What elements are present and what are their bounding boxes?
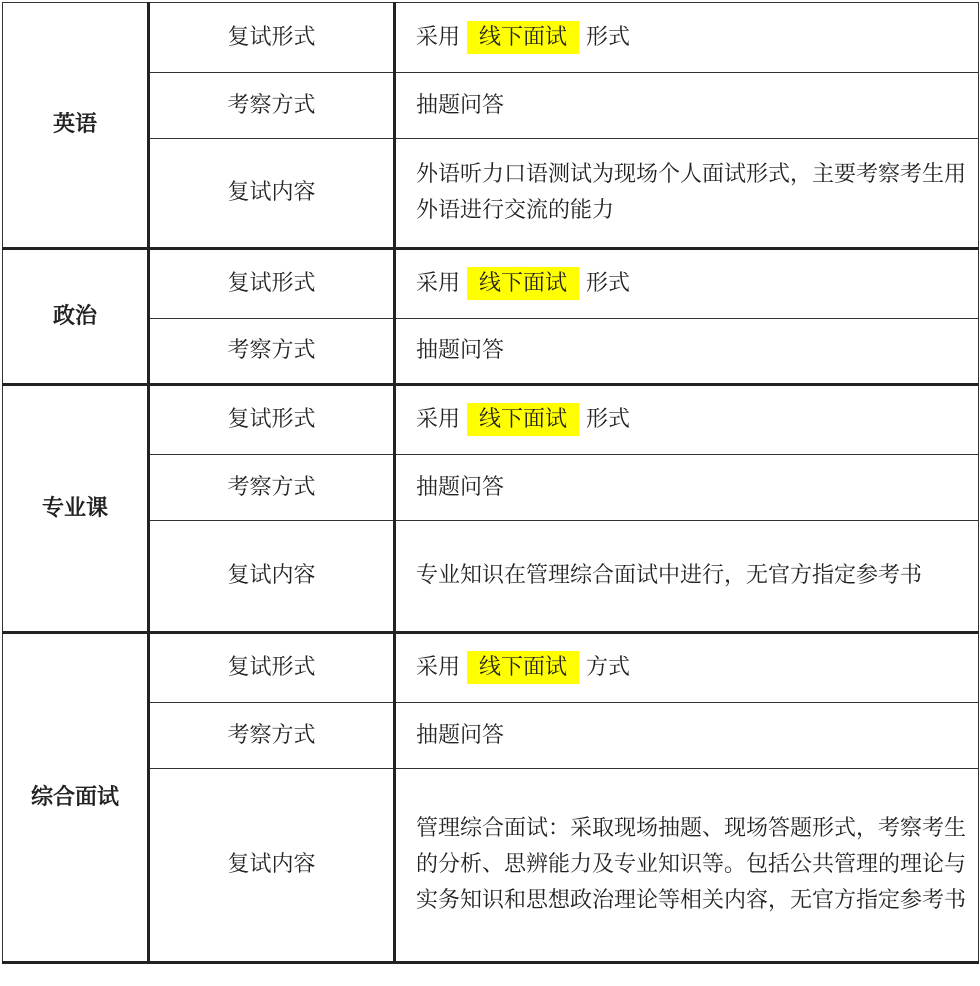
- detail-cell: 抽题问答: [395, 703, 979, 769]
- detail-prefix: 采用: [416, 407, 461, 432]
- section-comprehensive-interview: [3, 633, 979, 963]
- detail-cell: 抽题问答: [395, 319, 979, 385]
- item-cell: 复试内容: [149, 769, 395, 963]
- table-row: [3, 703, 979, 769]
- detail-cell: 外语听力口语测试为现场个人面试形式，主要考察考生用外语进行交流的能力: [395, 139, 979, 249]
- detail-cell: 管理综合面试：采取现场抽题、现场答题形式，考察考生的分析、思辨能力及专业知识等。包括公共管理的理论与实务知识和思想政治理论等相关内容，无官方指定参考书: [395, 769, 979, 963]
- detail-prefix: 采用: [416, 24, 461, 50]
- section-major-course: [3, 385, 979, 633]
- retest-table: [2, 2, 979, 964]
- table-row: [3, 249, 979, 319]
- detail-cell: [395, 633, 979, 703]
- item-cell: 考察方式: [149, 703, 395, 769]
- detail-cell: [395, 3, 979, 73]
- subject-cell: 专业课: [3, 385, 149, 633]
- table-row: [3, 769, 979, 963]
- detail-prefix: 采用: [416, 271, 461, 296]
- table-row: [3, 319, 979, 385]
- table-row: [3, 455, 979, 521]
- detail-suffix: 方式: [586, 655, 631, 680]
- item-cell: 复试形式: [149, 633, 395, 703]
- section-english: [3, 3, 979, 249]
- table-row: [3, 521, 979, 633]
- detail-cell: 抽题问答: [395, 455, 979, 521]
- subject-cell: 英语: [3, 3, 149, 249]
- detail-suffix: 形式: [586, 271, 631, 296]
- item-cell: 复试形式: [149, 249, 395, 319]
- highlighted-text: 线下面试: [467, 651, 579, 684]
- detail-prefix: 采用: [416, 655, 461, 680]
- item-cell: 考察方式: [149, 319, 395, 385]
- detail-suffix: 形式: [586, 407, 631, 432]
- section-politics: [3, 249, 979, 385]
- detail-suffix: 形式: [586, 24, 631, 50]
- item-cell: 复试内容: [149, 521, 395, 633]
- item-cell: 复试形式: [149, 3, 395, 73]
- table-row: [3, 633, 979, 703]
- detail-cell: [395, 385, 979, 455]
- detail-cell: 专业知识在管理综合面试中进行，无官方指定参考书: [395, 521, 979, 633]
- subject-cell: 综合面试: [3, 633, 149, 963]
- table-row: [3, 3, 979, 73]
- highlighted-text: 线下面试: [467, 267, 579, 300]
- detail-cell: [395, 249, 979, 319]
- item-cell: 复试内容: [149, 139, 395, 249]
- highlighted-text: 线下面试: [467, 403, 579, 436]
- detail-cell: 抽题问答: [395, 73, 979, 139]
- item-cell: 复试形式: [149, 385, 395, 455]
- item-cell: 考察方式: [149, 73, 395, 139]
- item-cell: 考察方式: [149, 455, 395, 521]
- subject-cell: 政治: [3, 249, 149, 385]
- table-row: [3, 139, 979, 249]
- table-row: [3, 385, 979, 455]
- highlighted-text: 线下面试: [467, 21, 579, 54]
- table-row: [3, 73, 979, 139]
